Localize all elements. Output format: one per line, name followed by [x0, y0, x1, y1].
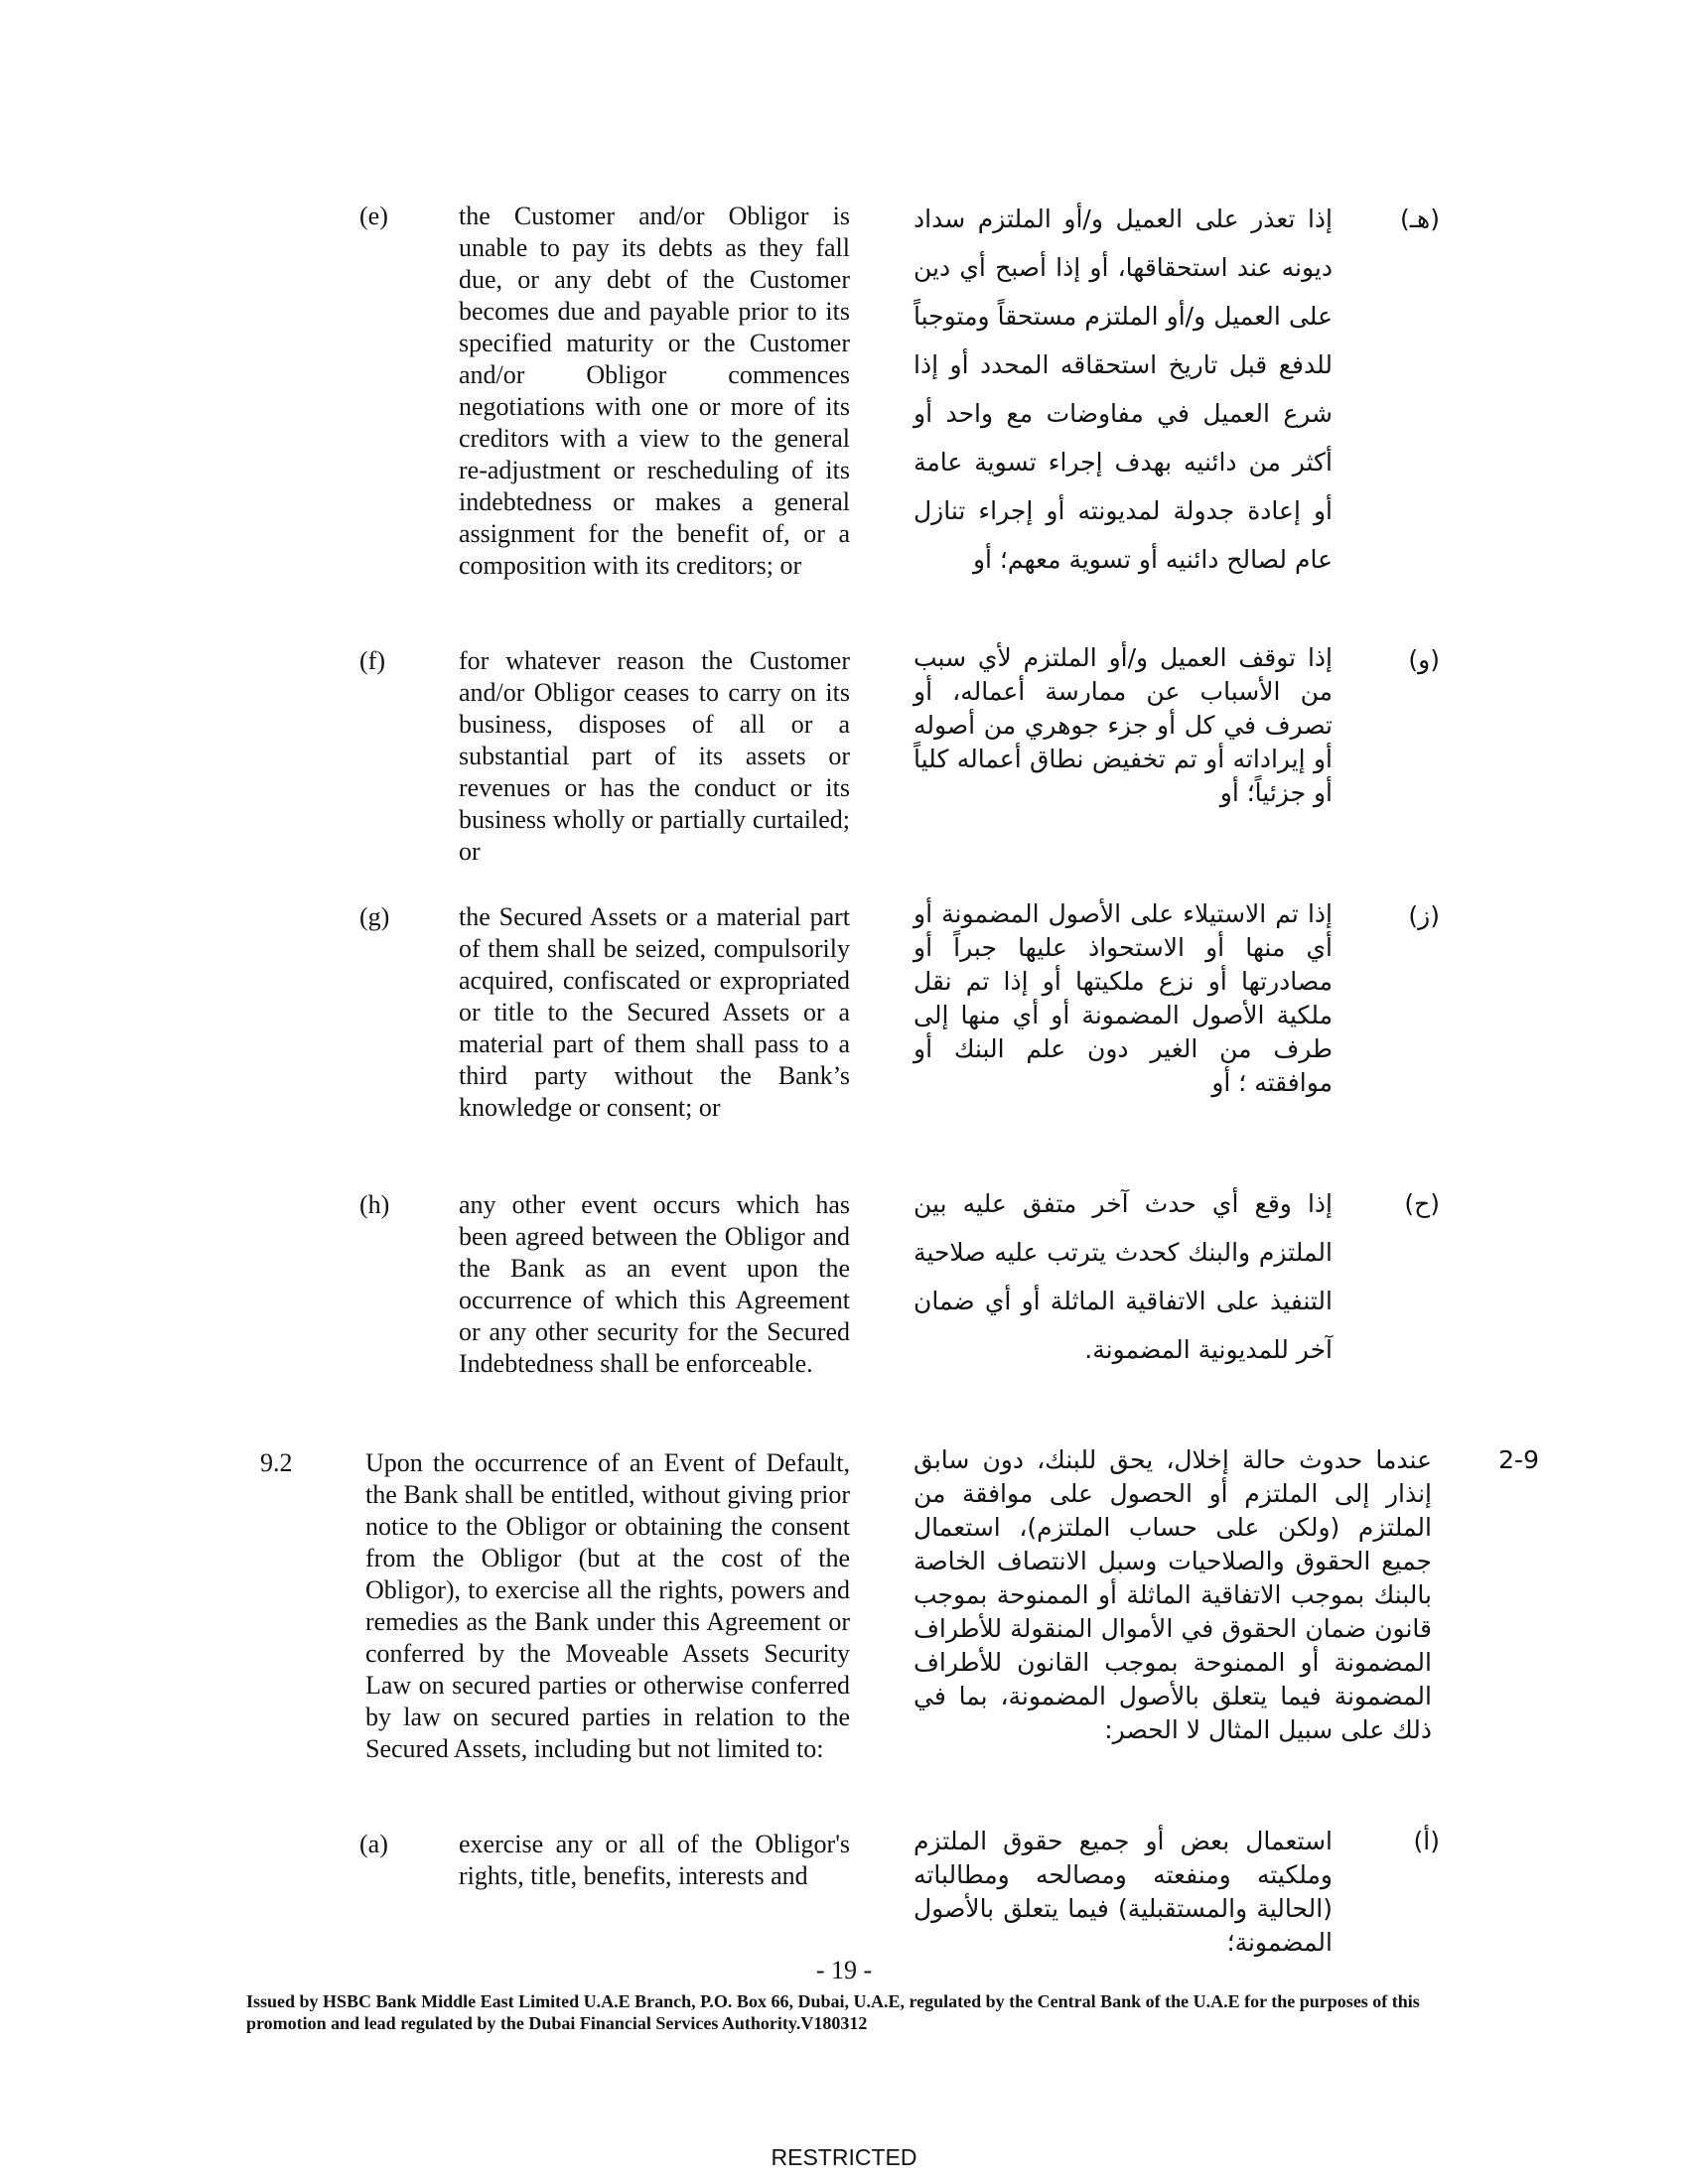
restricted-label: RESTRICTED	[771, 2144, 917, 2170]
clause-e-number: (e)	[359, 202, 388, 230]
clause-a-number: (a)	[359, 1830, 388, 1858]
page-number: - 19 -	[815, 1956, 873, 1984]
clause-f-english: for whatever reason the Customer and/or Obligor ceases to carry on its business, disposes of all or a substantial part of its assets or revenues or has the conduct or its business wholly or partially curtailed; or	[459, 646, 850, 866]
clause-9-2-arabic-number: 2-9	[1498, 1445, 1539, 1474]
clause-f-number: (f)	[359, 646, 385, 675]
clause-e-english: the Customer and/or Obligor is unable to pay its debts as they fall due, or any debt of the Customer becomes due and payable prior to its specified maturity or the Customer and/or Obligor commences negotiations with one or more of its creditors with a view to the general re-adjustment or rescheduling of its indebtedness or makes a general assignment for the benefit of, or a composition with its creditors; or	[459, 202, 850, 580]
clause-h-english: any other event occurs which has been agreed between the Obligor and the Bank as an event upon the occurrence of which this Agreement or any other security for the Secured Indebtedness shall be enforceable.	[459, 1190, 850, 1378]
issued-by-notice: Issued by HSBC Bank Middle East Limited U.A.E Branch, P.O. Box 66, Dubai, U.A.E, regulated by the Central Bank of the U.A.E for the purposes of this promotion and lead regulated by the Dubai Financial Services Authority.V180312	[246, 1991, 1420, 2033]
clause-f-arabic-number: (و)	[1408, 645, 1440, 674]
clause-g-arabic: إذا تم الاستيلاء على الأصول المضمونة أو أي منها أو الاستحواذ عليها جبراً أو مصادرتها أو نزع ملكيتها أو إذا تم نقل ملكية الأصول المضمونة أو أي منها إلى طرف من الغير دون علم البنك أو موافقته ؛ أو	[914, 899, 1333, 1097]
clause-g-arabic-number: (ز)	[1408, 901, 1440, 930]
clause-h-arabic-number: (ح)	[1404, 1189, 1440, 1218]
clause-e-arabic-number: (هـ)	[1399, 205, 1440, 233]
clause-g-english: the Secured Assets or a material part of them shall be seized, compulsorily acquired, confiscated or expropriated or title to the Secured Assets or a material part of them shall pass to a third party without the Bank’s knowledge or consent; or	[459, 902, 850, 1122]
clause-e-arabic: إذا تعذر على العميل و/أو الملتزم سداد ديونه عند استحقاقها، أو إذا أصبح أي دين على العميل و/أو الملتزم مستحقاً ومتوجباً للدفع قبل تاريخ استحقاقه المحدد أو إذا شرع العميل في مفاوضات مع واحد أو أكثر من دائنيه بهدف إجراء تسوية عامة أو إعادة جدولة لمديونته أو إجراء تنازل عام لصالح دائنيه أو تسوية معهم؛ أو	[914, 205, 1333, 574]
clause-h-arabic: إذا وقع أي حدث آخر متفق عليه بين الملتزم والبنك كحدث يترتب عليه صلاحية التنفيذ على الاتفاقية الماثلة أو أي ضمان آخر للمديونية المضمونة.	[914, 1189, 1333, 1364]
clause-h-number: (h)	[359, 1190, 390, 1219]
clause-a-english: exercise any or all of the Obligor's rights, title, benefits, interests and	[459, 1830, 850, 1890]
clause-f-arabic: إذا توقف العميل و/أو الملتزم لأي سبب من الأسباب عن ممارسة أعماله، أو تصرف في كل أو جزء جوهري من أصوله أو إيراداته أو تم تخفيض نطاق أعماله كلياً أو جزئياً؛ أو	[914, 643, 1333, 807]
clause-9-2-number: 9.2	[260, 1448, 293, 1477]
clause-a-arabic-number: (أ)	[1413, 1827, 1440, 1855]
clause-a-arabic: استعمال بعض أو جميع حقوق الملتزم وملكيته ومنفعته ومصالحه ومطالباته (الحالية والمستقبلية) فيما يتعلق بالأصول المضمونة؛	[914, 1827, 1333, 1957]
clause-g-number: (g)	[359, 902, 390, 931]
clause-9-2-arabic: عندما حدوث حالة إخلال، يحق للبنك، دون سابق إنذار إلى الملتزم أو الحصول على موافقة من الملتزم (ولكن على حساب الملتزم)، استعمال جميع الحقوق والصلاحيات وسبل الانتصاف الخاصة بالبنك بموجب الاتفاقية الماثلة أو الممنوحة بموجب قانون ضمان الحقوق في الأموال المنقولة للأطراف المضمونة أو الممنوحة بموجب القانون للأطراف المضمونة فيما يتعلق بالأصول المضمونة، بما في ذلك على سبيل المثال لا الحصر:	[914, 1445, 1432, 1744]
clause-9-2-english: Upon the occurrence of an Event of Default, the Bank shall be entitled, without giving prior notice to the Obligor or obtaining the consent from the Obligor (but at the cost of the Obligor), to exercise all the rights, powers and remedies as the Bank under this Agreement or conferred by the Moveable Assets Security Law on secured parties or otherwise conferred by law on secured parties in relation to the Secured Assets, including but not limited to:	[365, 1448, 850, 1763]
